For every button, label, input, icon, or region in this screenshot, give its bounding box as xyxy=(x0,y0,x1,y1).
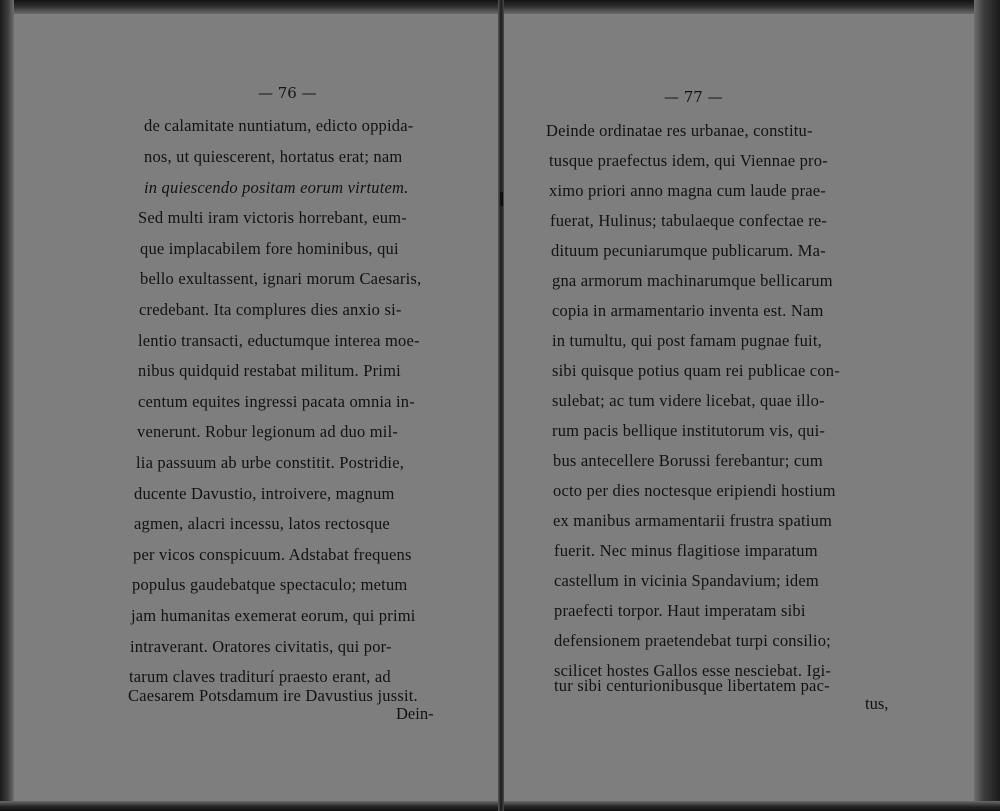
text-line: octo per dies noctesque eripiendi hostium xyxy=(553,481,836,500)
text-line: intraverant. Oratores civitatis, qui por- xyxy=(130,637,392,656)
text-line: ducente Davustio, introivere, magnum xyxy=(134,484,395,503)
text-line: praefecti torpor. Haut imperatam sibi xyxy=(554,601,806,620)
text-line: Caesarem Potsdamum ire Davustius jussit. xyxy=(128,686,418,705)
text-line: fuerat, Hulinus; tabulaeque confectae re- xyxy=(550,211,828,230)
text-line: Sed multi iram victoris horrebant, eum- xyxy=(138,208,407,227)
left-page xyxy=(14,14,500,801)
catchword: Dein- xyxy=(396,704,434,723)
text-line: sulebat; ac tum videre licebat, quae illo- xyxy=(552,391,825,410)
text-line: credebant. Ita complures dies anxio si- xyxy=(139,300,402,319)
page-number: — 76 — xyxy=(258,84,317,102)
right-page xyxy=(504,14,974,801)
text-line: sibi quisque potius quam rei publicae con- xyxy=(552,361,840,380)
text-line: lia passuum ab urbe constitit. Postridie, xyxy=(136,453,405,472)
text-line: rum pacis bellique institutorum vis, qui- xyxy=(552,421,826,440)
text-line: bus antecellere Borussi ferebantur; cum xyxy=(553,451,823,470)
text-line: venerunt. Robur legionum ad duo mil- xyxy=(137,422,399,441)
text-line: scilicet hostes Gallos esse nesciebat. Igi- xyxy=(554,661,832,680)
text-line: in quiescendo positam eorum virtutem. xyxy=(144,178,409,197)
catchword: tus, xyxy=(865,694,889,713)
text-line: agmen, alacri incessu, latos rectosque xyxy=(134,514,390,533)
text-line: fuerit. Nec minus flagitiose imparatum xyxy=(554,541,818,560)
text-line: nibus quidquid restabat militum. Primi xyxy=(138,361,401,380)
text-line: nos, ut quiescerent, hortatus erat; nam xyxy=(144,147,403,166)
text-line: per vicos conspicuum. Adstabat frequens xyxy=(133,545,412,564)
text-line: lentio transacti, eductumque interea moe- xyxy=(138,331,420,350)
text-line: que implacabilem fore hominibus, qui xyxy=(140,239,399,258)
text-line: in tumultu, qui post famam pugnae fuit, xyxy=(552,331,822,350)
text-line: ximo priori anno magna cum laude prae- xyxy=(549,181,827,200)
gutter-mark xyxy=(500,192,503,206)
text-line: copia in armamentario inventa est. Nam xyxy=(552,301,824,320)
scan-edge-left xyxy=(0,0,14,811)
text-line: Deinde ordinatae res urbanae, constitu- xyxy=(546,121,813,140)
text-line: de calamitate nuntiatum, edicto oppida- xyxy=(144,116,414,135)
text-line: centum equites ingressi pacata omnia in- xyxy=(138,392,415,411)
text-line: dituum pecuniarumque publicarum. Ma- xyxy=(551,241,826,260)
text-line: defensionem praetendebat turpi consilio; xyxy=(554,631,831,650)
scan-edge-right xyxy=(974,0,1000,811)
text-line: jam humanitas exemerat eorum, qui primi xyxy=(131,606,416,625)
text-line: tarum claves traditurí praesto erant, ad xyxy=(129,667,391,686)
text-line: castellum in vicinia Spandavium; idem xyxy=(554,571,819,590)
text-line: gna armorum machinarumque bellicarum xyxy=(552,271,833,290)
text-line: tusque praefectus idem, qui Viennae pro- xyxy=(549,151,828,170)
text-line: populus gaudebatque spectaculo; metum xyxy=(132,575,408,594)
page-number: — 77 — xyxy=(664,88,723,106)
text-line: ex manibus armamentarii frustra spatium xyxy=(553,511,833,530)
text-line: tur sibi centurionibusque libertatem pac- xyxy=(554,676,830,695)
text-line: bello exultassent, ignari morum Caesaris, xyxy=(140,269,422,288)
